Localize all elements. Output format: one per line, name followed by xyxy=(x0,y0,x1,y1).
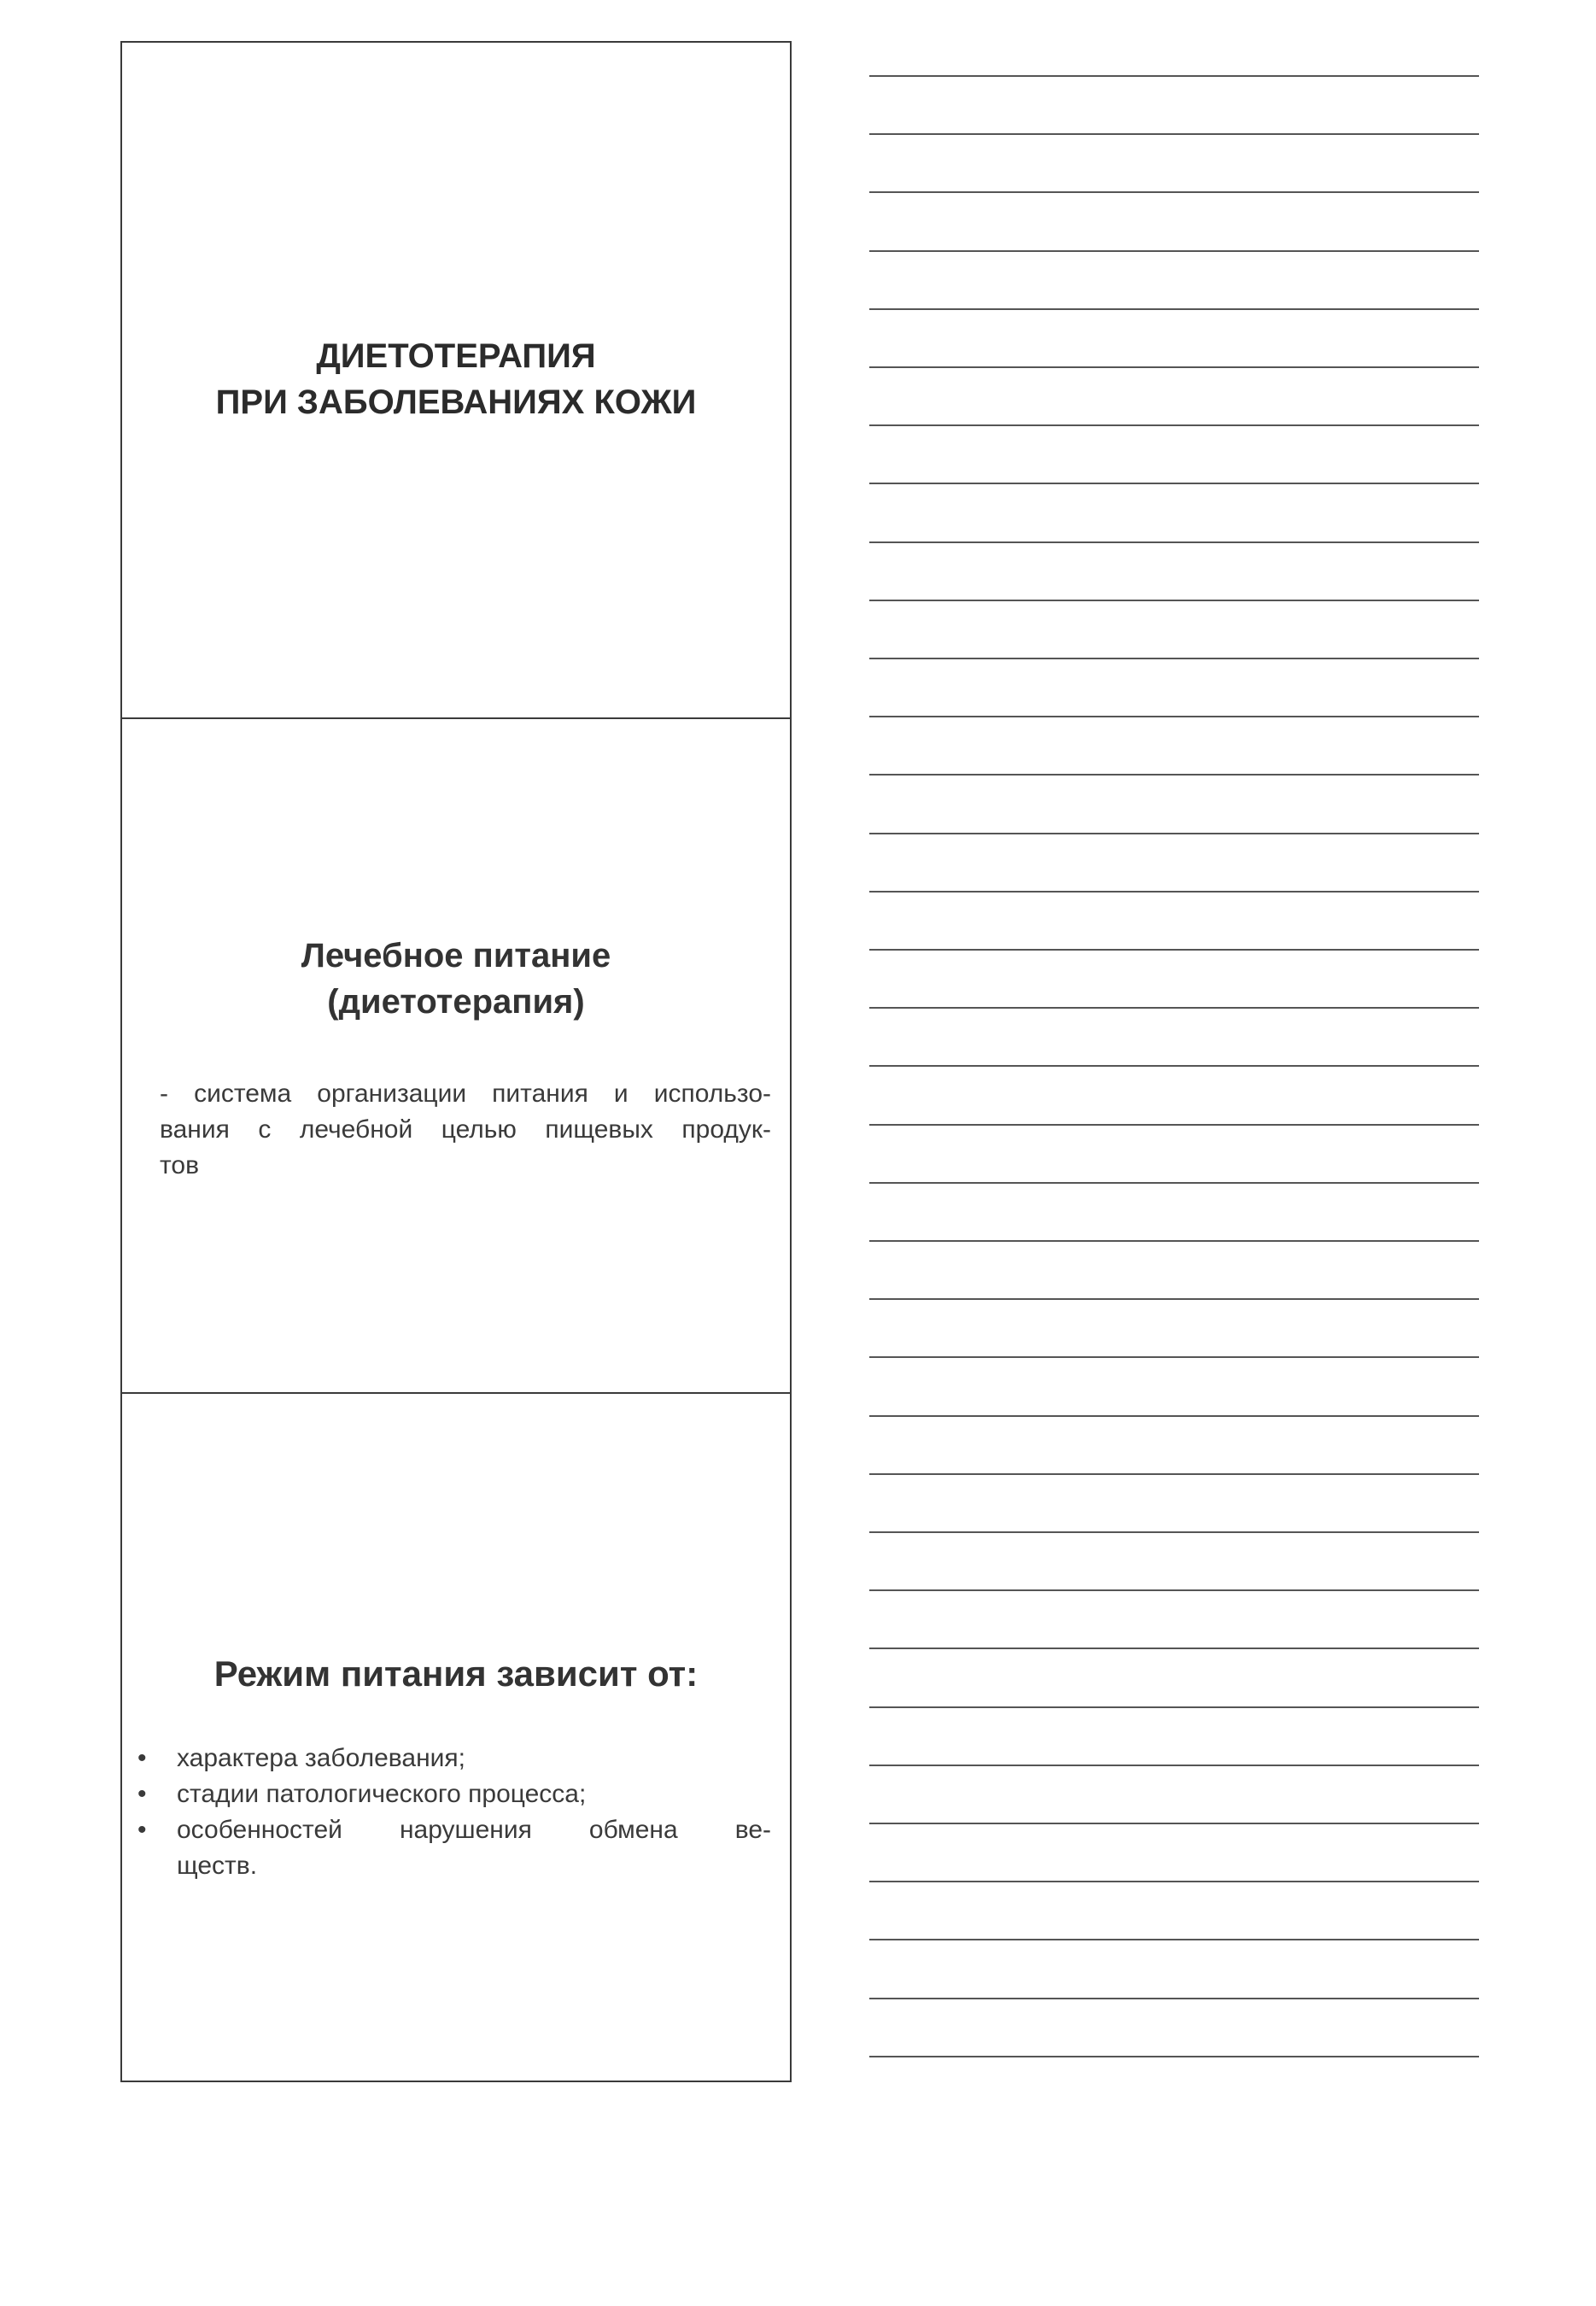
slide-3-bullet-list xyxy=(122,1741,771,1884)
note-line xyxy=(869,483,1479,484)
note-line xyxy=(869,308,1479,310)
note-line xyxy=(869,1124,1479,1126)
note-line xyxy=(869,1240,1479,1242)
bullet-icon: • xyxy=(137,1780,147,1808)
note-line xyxy=(869,366,1479,368)
slide-1 xyxy=(122,43,790,717)
slide-1-title xyxy=(122,333,790,425)
note-line xyxy=(869,949,1479,951)
note-line xyxy=(869,1007,1479,1009)
note-line xyxy=(869,1998,1479,1999)
note-line xyxy=(869,250,1479,252)
note-line xyxy=(869,891,1479,893)
slide-2-definition-line: тов xyxy=(160,1151,200,1179)
list-item xyxy=(122,1776,771,1812)
note-line xyxy=(869,1648,1479,1649)
note-line xyxy=(869,1706,1479,1708)
slide-1-title-line: ПРИ ЗАБОЛЕВАНИЯХ КОЖИ xyxy=(215,383,697,421)
slides-column xyxy=(120,41,792,2082)
note-line xyxy=(869,716,1479,717)
note-line xyxy=(869,1823,1479,1824)
slide-2-title-line: Лечебное питание xyxy=(301,937,611,974)
note-line xyxy=(869,600,1479,601)
note-line xyxy=(869,2056,1479,2057)
slide-3-title: Режим питания зависит от: xyxy=(213,1653,699,1694)
note-line xyxy=(869,1298,1479,1300)
notes-lines-area[interactable] xyxy=(869,75,1479,2065)
note-line xyxy=(869,1939,1479,1940)
note-line xyxy=(869,658,1479,659)
list-item xyxy=(122,1812,771,1884)
list-item-text: ществ. xyxy=(177,1852,258,1880)
list-item-text: характера заболевания; xyxy=(177,1744,465,1772)
slide-2-title xyxy=(122,933,790,1025)
bullet-icon: • xyxy=(137,1744,147,1772)
slide-2 xyxy=(122,717,790,1392)
note-line xyxy=(869,1881,1479,1882)
note-line xyxy=(869,191,1479,193)
list-item-text: особенностей нарушения обмена ве- xyxy=(177,1816,771,1844)
slide-2-definition xyxy=(160,1076,771,1184)
list-item-text: стадии патологического процесса; xyxy=(177,1780,587,1808)
note-line xyxy=(869,1356,1479,1358)
note-line xyxy=(869,1531,1479,1533)
note-line xyxy=(869,1065,1479,1067)
slide-2-definition-line: - система организации питания и использо- xyxy=(160,1080,771,1108)
bullet-icon: • xyxy=(137,1816,147,1844)
slide-2-title-line: (диетотерапия) xyxy=(327,983,585,1021)
list-item xyxy=(122,1741,771,1776)
note-line xyxy=(869,833,1479,834)
note-line xyxy=(869,1182,1479,1184)
note-line xyxy=(869,1765,1479,1766)
slide-1-title-line: ДИЕТОТЕРАПИЯ xyxy=(316,337,596,375)
slide-3 xyxy=(122,1392,790,2082)
note-line xyxy=(869,75,1479,77)
note-line xyxy=(869,1589,1479,1591)
note-line xyxy=(869,133,1479,135)
note-line xyxy=(869,424,1479,426)
note-line xyxy=(869,541,1479,543)
note-line xyxy=(869,1415,1479,1417)
slide-2-definition-line: вания с лечебной целью пищевых продук- xyxy=(160,1115,771,1144)
note-line xyxy=(869,1473,1479,1475)
note-line xyxy=(869,774,1479,775)
